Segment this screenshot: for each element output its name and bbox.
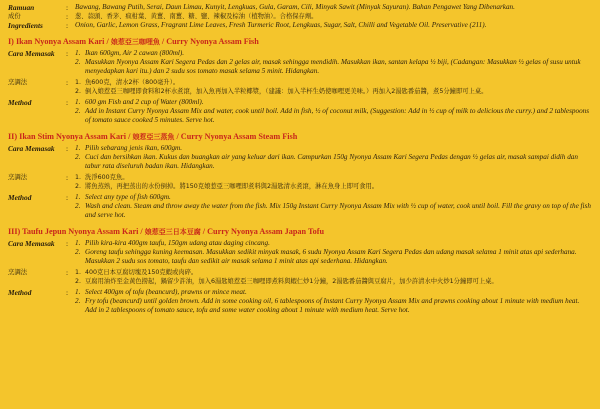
cara-memasak-step [75,248,592,266]
cara-memasak-step [75,153,592,171]
cn-method-row [8,268,592,286]
colon: : [66,239,69,248]
cn-method-row [8,173,592,191]
recipe-title-en: / Curry Nyonya Assam Steam Fish [174,132,298,141]
recipe-section [8,36,592,125]
cn-ingredients-row: 成份 : 葱、蒜頭、香茅、疯柑葉、黄薑、南薑、糖、鹽、辣椒及棕油（植物油）。合格保存劑。 [8,12,592,21]
step-number: 2. [75,202,81,210]
ramuan-label: Ramuan [8,3,35,12]
ingredients-text: Onion, Garlic, Lemon Grass, Fragrant Lime Leaves, Fresh Turmeric Root, Lengkuas, Sugar, Salt, Chilli and Vegetable Oil. Preservative (211). [75,21,487,29]
colon: : [66,98,69,107]
step-number: 2. [75,153,81,161]
cn-method-steps [75,268,592,286]
cara-memasak-step [75,144,592,153]
recipe-title-en: / Curry Nyonya Assam Japan Tofu [200,227,325,236]
ingredients-block [8,3,592,30]
ingredients-label: Ingredients [8,21,43,30]
colon: : [66,78,69,87]
cara-memasak-label: Cara Memasak [8,144,55,153]
cn-method-row [8,78,592,96]
cara-memasak-row [8,239,592,266]
step-number: 1. [75,98,81,106]
method-step [75,193,592,202]
method-row [8,288,592,315]
step-number: 2. [75,278,82,285]
cn-method-steps [75,78,592,96]
recipe-title-cn: 娘惹亞三蒸魚 [132,133,175,141]
ramuan-text: Bawang, Bawang Putih, Serai, Daun Limau, Kunyit, Lengkuas, Gula, Garam, Cili, Minyak Sawit (Minyak Sayuran). Bahan Pengawet Yang Dibenarkan. [75,3,515,11]
step-text: Goreng taufu sehingga kuning keemasan. Masukkan sedikit minyak masak, 6 sudu Nyonya Assam Kari Segera Pedas dan udang masak selama 1 minit atas api sederhana. Masukkan 2 sudu sos tomato, taufu dan sedikit air masak selama 1 minit atas api sederhana. Hidangkan. [85,248,577,265]
step-text: Wash and clean. Steam and throw away the water from the fish. Mix 150g Instant Curry Nyonya Assam Mix with ½ cup of water, cook until boil. Fill the gravy on top of the fish and serve hot. [85,202,591,219]
colon: : [66,144,69,153]
method-step [75,288,592,297]
cn-method-step [75,277,592,286]
cn-method-step [75,182,592,191]
method-label: Method [8,288,32,297]
cn-method-step [75,78,592,87]
cara-memasak-label: Cara Memasak [8,239,55,248]
recipe-title [8,36,592,48]
colon: : [66,173,69,182]
colon: : [66,268,69,277]
step-number: 1. [75,193,81,201]
recipe-title-ms: I) Ikan Nyonya Assam Kari / [8,37,111,46]
cara-memasak-label: Cara Memasak [8,49,55,58]
method-steps [75,98,592,125]
step-number: 2. [75,248,81,256]
step-text: 洗淨600克魚。 [85,174,129,181]
recipe-title [8,131,592,143]
step-number: 2. [75,183,82,190]
recipe-title [8,226,592,238]
method-row [8,193,592,220]
step-text: 豆腐用油炸至金黃色撈起，鍋留少許油，加入6湯匙娘惹亞三咖哩即煮料與蝦仁炒1分鐘，2湯匙番茄醬與豆腐片，加少許清水中火炒1分鐘即可上桌。 [85,278,498,285]
step-text: Pilih sebarang jenis ikan, 600gm. [85,144,183,152]
cara-memasak-step [75,58,592,76]
method-label: Method [8,98,32,107]
cn-method-label: 烹調法 [8,268,28,276]
cara-memasak-row [8,144,592,171]
recipe-section [8,131,592,220]
step-number: 2. [75,58,81,66]
colon: : [66,193,69,202]
step-text: 將魚蒸熟，再把蒸出的水份倒掉。將150克娘惹亞三咖哩即煮料與2湯匙清水煮滾，淋在魚身上即可食用。 [85,183,379,190]
step-text: Masukkan Nyonya Assam Kari Segera Pedas dan 2 gelas air, masak sehingga mendidih. Masukkan ikan, santan kelapa ½ biji, (Cadangan: Masukkan ½ gelas of susu untuk menyedapkan kari itu.) dan 2 sudu sos tomato masak selama 5 minit. Hidangkan. [85,58,581,75]
step-text: 600 gm Fish and 2 cup of Water (800ml). [85,98,204,106]
colon: : [66,288,69,297]
cara-memasak-step [75,49,592,58]
colon: : [66,49,69,58]
step-text: 400克日本豆腐切塊及150克蝦或肉碎。 [85,269,198,276]
ingredients-row: Ingredients : Onion, Garlic, Lemon Grass, Fragrant Lime Leaves, Fresh Turmeric Root, Lengkuas, Sugar, Salt, Chilli and Vegetable Oil. Preservative (211). [8,21,592,30]
step-text: 魚600克，清水2杯（800毫升）。 [85,79,180,86]
step-text: 倒入娘惹亞三咖哩即食料和2杯水煮滾，加入魚再加入半粒椰漿，（建議：加入半杯生奶使咖哩更美味。）再加入2湯匙番茄醬，煮5分鐘即可上桌。 [85,88,488,95]
step-number: 1. [75,144,81,152]
step-number: 1. [75,174,82,181]
method-step [75,202,592,220]
method-step [75,98,592,107]
cn-method-label: 烹調法 [8,173,28,181]
step-text: Fry tofu (beancurd) until golden brown. Add in some cooking oil, 6 tablespoons of Instant Curry Nyonya Assam Mix and prawns cooking about 1 minute with medium heat. Add in 2 tablespoons of tomato sauce, tofu and some water cooking about 1 minute with medium heat. Serve hot. [85,297,580,314]
step-text: Select 400gm of tofu (beancurd), prawns or mince meat. [85,288,247,296]
step-number: 1. [75,239,81,247]
step-number: 2. [75,107,81,115]
recipe-title-en: / Curry Nyonya Assam Fish [159,37,259,46]
step-number: 1. [75,79,82,86]
recipe-title-cn: 娘惹亞三日本豆腐 [144,228,201,236]
cara-memasak-steps [75,49,592,76]
step-number: 1. [75,269,82,276]
method-steps [75,288,592,315]
method-row [8,98,592,125]
method-label: Method [8,193,32,202]
recipe-title-cn: 娘惹亞三咖哩魚 [110,38,160,46]
cara-memasak-row [8,49,592,76]
cn-method-step [75,173,592,182]
method-step [75,107,592,125]
method-step [75,297,592,315]
step-text: Cuci dan bersihkan ikan. Kukus dan buangkan air yang keluar dari ikan. Campurkan 150g Nyonya Assam Kari Segera Pedas dengan ½ gelas air, masak sampai didih dan tabur rata diseluruh badan ikan. Hidangkan. [85,153,578,170]
step-text: Ikan 600gm, Air 2 cawan (800ml). [85,49,185,57]
step-text: Pilih kira-kira 400gm taufu, 150gm udang atau daging cincang. [85,239,270,247]
recipe-title-ms: III) Taufu Jepun Nyonya Assam Kari / [8,227,145,236]
step-number: 1. [75,49,81,57]
cara-memasak-steps [75,239,592,266]
step-number: 2. [75,88,82,95]
cn-method-steps [75,173,592,191]
recipe-title-ms: II) Ikan Stim Nyonya Assam Kari / [8,132,133,141]
step-text: Add in Instant Curry Nyonya Assam Mix and water, cook until boil. Add in fish, ½ of coconut milk, (Suggestion: Add in ½ cup of milk to delicious the curry.) and 2 tablespoons of tomato sauce cooked 5 minutes. Serve hot. [85,107,590,124]
cara-memasak-steps [75,144,592,171]
recipe-section [8,226,592,315]
step-text: Select any type of fish 600gm. [85,193,171,201]
cara-memasak-step [75,239,592,248]
ramuan-row: Ramuan : Bawang, Bawang Putih, Serai, Daun Limau, Kunyit, Lengkuas, Gula, Garam, Cili, Minyak Sawit (Minyak Sayuran). Bahan Pengawet Yang Dibenarkan. [8,3,592,12]
step-number: 2. [75,297,81,305]
cn-method-label: 烹調法 [8,78,28,86]
step-number: 1. [75,288,81,296]
cn-method-step [75,87,592,96]
cn-ingredients-label: 成份 [8,12,21,20]
method-steps [75,193,592,220]
cn-ingredients-text: 葱、蒜頭、香茅、疯柑葉、黄薑、南薑、糖、鹽、辣椒及棕油（植物油）。合格保存劑。 [75,13,318,20]
cn-method-step [75,268,592,277]
